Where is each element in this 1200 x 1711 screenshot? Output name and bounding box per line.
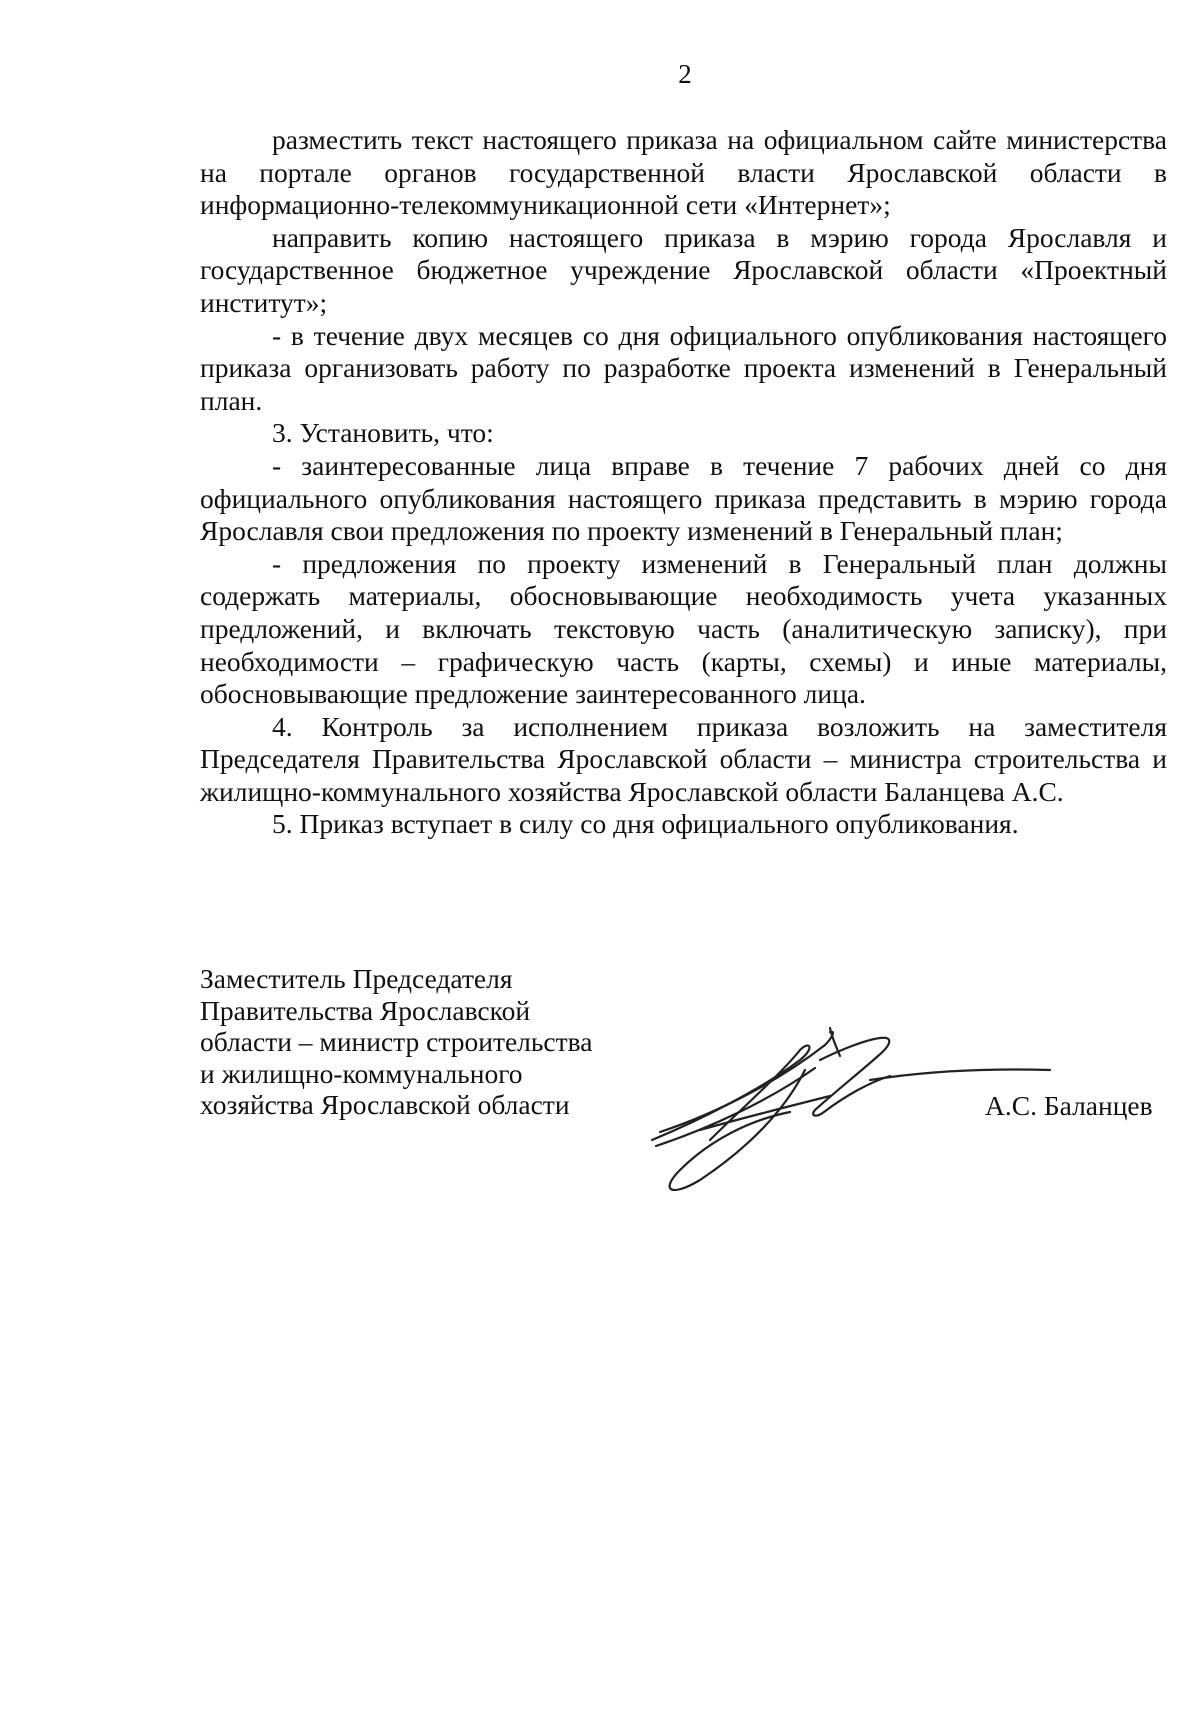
document-body [200, 124, 1167, 841]
paragraph-item-4: 4. Контроль за исполнением приказа возложить на заместителя Председателя Правительства Ярославской области – министра строительства и жилищно-коммунального хозяйства Ярославской области Баланцева А.С. [200, 710, 1167, 807]
signer-name: А.С. Баланцев [985, 1090, 1153, 1121]
signatory-position-line: хозяйства Ярославской области [200, 1089, 570, 1120]
paragraph-proposals-content: - предложения по проекту изменений в Генеральный план должны содержать материалы, обосновывающие необходимость учета указанных предложений, и включать текстовую часть (аналитическую записку), при необходимости – графическую часть (карты, схемы) и иные материалы, обосновывающие предложение заинтересованного лица. [200, 547, 1167, 710]
signatory-position-line: и жилищно-коммунального [200, 1057, 523, 1089]
signatory-position-line: Правительства Ярославской [200, 994, 531, 1026]
signatory-position-line: Заместитель Председателя [200, 963, 513, 994]
paragraph-two-months: - в течение двух месяцев со дня официального опубликования настоящего приказа организовать работу по разработке проекта изменений в Генеральный план. [200, 319, 1167, 416]
paragraph-interested-persons: - заинтересованные лица вправе в течение 7 рабочих дней со дня официального опубликования настоящего приказа представить в мэрию города Ярославля свои предложения по проекту изменений в Генеральный план; [200, 449, 1167, 547]
paragraph-item-5: 5. Приказ вступает в силу со дня официального опубликования. [272, 808, 1019, 840]
paragraph-publish-site: разместить текст настоящего приказа на официальном сайте министерства на портале органов государственной власти Ярославской области в информационно-телекоммуникационной сети «Интернет»; [200, 124, 1167, 221]
signatory-position [200, 963, 620, 1121]
signatory-position-line: области – министр строительства [200, 1026, 593, 1057]
paragraph-item-3: 3. Установить, что: [272, 417, 494, 449]
page-number: 2 [678, 59, 692, 89]
paragraph-send-copy: направить копию настоящего приказа в мэрию города Ярославля и государственное бюджетное учреждение Ярославской области «Проектный институт»; [200, 221, 1167, 318]
